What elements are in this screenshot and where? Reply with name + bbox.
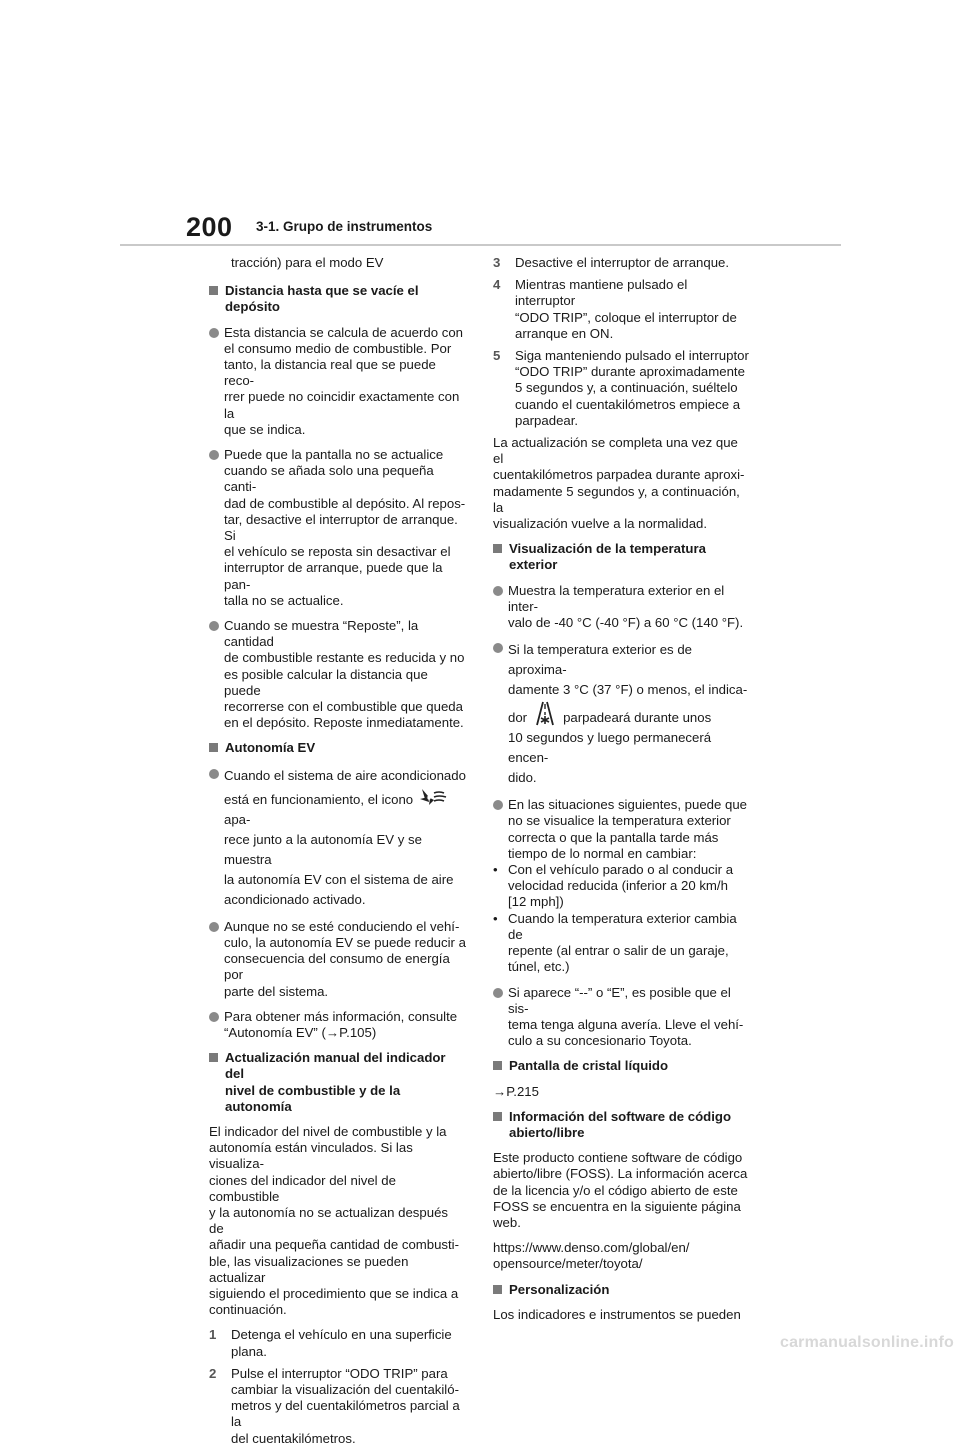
square-bullet-icon — [209, 286, 218, 295]
step-number: 1 — [209, 1327, 217, 1343]
url-link[interactable]: https://www.denso.com/global/en/ opensource/meter/toyota/ — [493, 1240, 690, 1272]
round-bullet-icon — [209, 1012, 219, 1022]
page-reference-link[interactable]: P.215 — [506, 1083, 539, 1099]
air-conditioning-fan-icon — [417, 786, 449, 808]
bullet-item: Puede que la pantalla no se actualice cuando se añada solo una pequeña canti- dad de combustible al depósito. Al repos- tar, desactive el interruptor de arranque. Si el vehículo se reposta sin desactivar el interruptor de arranque, puede que la pan- talla no se actualice. — [209, 447, 466, 609]
sub-list-item: • Con el vehículo parado o al conducir a velocidad reducida (inferior a 20 km/h [12 mph]) — [493, 862, 734, 910]
low-temperature-road-icon — [531, 700, 559, 726]
continuation-text: tracción) para el modo EV — [231, 255, 384, 270]
round-bullet-icon — [493, 988, 503, 998]
dot-marker: • — [493, 862, 498, 878]
square-bullet-icon — [493, 544, 502, 553]
bullet-item: Muestra la temperatura exterior en el inter- valo de -40 °C (-40 °F) a 60 °C (140 °F). — [493, 583, 750, 632]
heading-outside-temperature: Visualización de la temperatura exterior — [493, 541, 750, 573]
round-bullet-icon — [209, 328, 219, 338]
bullet-item: Aunque no se esté conduciendo el vehí- culo, la autonomía EV se puede reducir a consecuencia del consumo de energía por parte del sistema. — [209, 919, 466, 1000]
paragraph: La actualización se completa una vez que el cuentakilómetros parpadea durante aproxi- madamente 5 segundos y, a continuación, la visualización vuelve a la normalidad. — [493, 435, 745, 532]
heading-lcd: Pantalla de cristal líquido — [493, 1058, 750, 1074]
heading-open-source-software: Información del software de código abierto/libre — [493, 1109, 750, 1141]
square-bullet-icon — [493, 1285, 502, 1294]
heading-ev-range: Autonomía EV — [209, 740, 466, 756]
square-bullet-icon — [209, 1053, 218, 1062]
square-bullet-icon — [493, 1061, 502, 1070]
step-item: 5 Siga manteniendo pulsado el interruptor “ODO TRIP” durante aproximadamente 5 segundos y, a continuación, suéltelo cuando el cuentakilómetros empiece a parpadear. — [493, 348, 749, 428]
header-divider — [120, 244, 841, 246]
round-bullet-icon — [493, 586, 503, 596]
heading-customization: Personalización — [493, 1282, 750, 1298]
round-bullet-icon — [493, 643, 503, 653]
step-number: 2 — [209, 1365, 217, 1381]
paragraph: Los indicadores e instrumentos se pueden — [493, 1306, 741, 1322]
left-column — [209, 255, 466, 1453]
square-bullet-icon — [493, 1112, 502, 1121]
square-bullet-icon — [209, 743, 218, 752]
heading-manual-update: Actualización manual del indicador del nivel de combustible y de la autonomía — [209, 1050, 466, 1115]
step-item: 2 Pulse el interruptor “ODO TRIP” para cambiar la visualización del cuentakiló- metros y del cuentakilómetros parcial a la del cuentakilómetros. — [209, 1365, 460, 1446]
right-column — [493, 255, 750, 1332]
step-item: 4 Mientras mantiene pulsado el interruptor “ODO TRIP”, coloque el interruptor de arranque en ON. — [493, 277, 737, 341]
paragraph: Este producto contiene software de código abierto/libre (FOSS). La información acerca de la licencia y/o el código abierto de este FOSS se encuentra en la siguiente página web. — [493, 1150, 748, 1230]
bullet-item: Si la temperatura exterior es de aproxima- damente 3 °C (37 °F) o menos, el indica- dor parpadeará durante unos 10 segundos y luego permanecerá encen- dido. — [493, 640, 750, 788]
bullet-item: Si aparece “--” o “E”, es posible que el sis- tema tenga alguna avería. Lleve el vehí- culo a su concesionario Toyota. — [493, 985, 750, 1050]
round-bullet-icon — [493, 800, 503, 810]
dot-marker: • — [493, 910, 498, 926]
sub-list-item: • Cuando la temperatura exterior cambia de repente (al entrar o salir de un garaje, túnel, etc.) — [493, 910, 737, 975]
arrow-right-icon: → — [493, 1083, 507, 1099]
round-bullet-icon — [209, 621, 219, 631]
watermark: carmanualsonline.info — [779, 1334, 954, 1351]
bullet-item: Para obtener más información, consulte “Autonomía EV” (→P.105) — [209, 1009, 466, 1041]
page-number: 200 — [186, 212, 233, 242]
round-bullet-icon — [209, 922, 219, 932]
page-reference-link[interactable]: P.105) — [339, 1024, 377, 1040]
page-reference — [493, 1084, 750, 1100]
section-title: 3-1. Grupo de instrumentos — [256, 219, 433, 234]
step-item: 3 Desactive el interruptor de arranque. — [493, 255, 730, 270]
bullet-item: Cuando el sistema de aire acondicionado está en funcionamiento, el iconoapa- rece junto a la autonomía EV y se muestra la autonomía EV con el sistema de aire acondicionado activado. — [209, 766, 466, 910]
paragraph: El indicador del nivel de combustible y la autonomía están vinculados. Si las visualiza- ciones del indicador del nivel de combustible y la autonomía no se actualizan después de añadir una pequeña cantidad de combusti- ble, las visualizaciones se pueden actualizar siguiendo el procedimiento que se indica a continuación. — [209, 1123, 460, 1318]
bullet-item: En las situaciones siguientes, puede que no se visualice la temperatura exterior correcta o que la pantalla tarde más tiempo de lo normal en cambiar: — [493, 797, 750, 862]
step-number: 4 — [493, 277, 501, 293]
bullet-item: Esta distancia se calcula de acuerdo con el consumo medio de combustible. Por tanto, la distancia real que se puede reco- rrer puede no coincidir exactamente con la que se indica. — [209, 325, 466, 438]
bullet-item: Cuando se muestra “Reposte”, la cantidad de combustible restante es reducida y no es posible calcular la distancia que puede recorrerse con el combustible que queda en el depósito. Reposte inmediatamente. — [209, 618, 466, 731]
arrow-right-icon: → — [325, 1024, 340, 1040]
step-item: 1 Detenga el vehículo en una superficie plana. — [209, 1327, 452, 1359]
step-number: 3 — [493, 255, 501, 270]
step-number: 5 — [493, 348, 501, 364]
heading-fuel-distance: Distancia hasta que se vacíe el depósito — [209, 283, 466, 315]
round-bullet-icon — [209, 450, 219, 460]
round-bullet-icon — [209, 769, 219, 779]
